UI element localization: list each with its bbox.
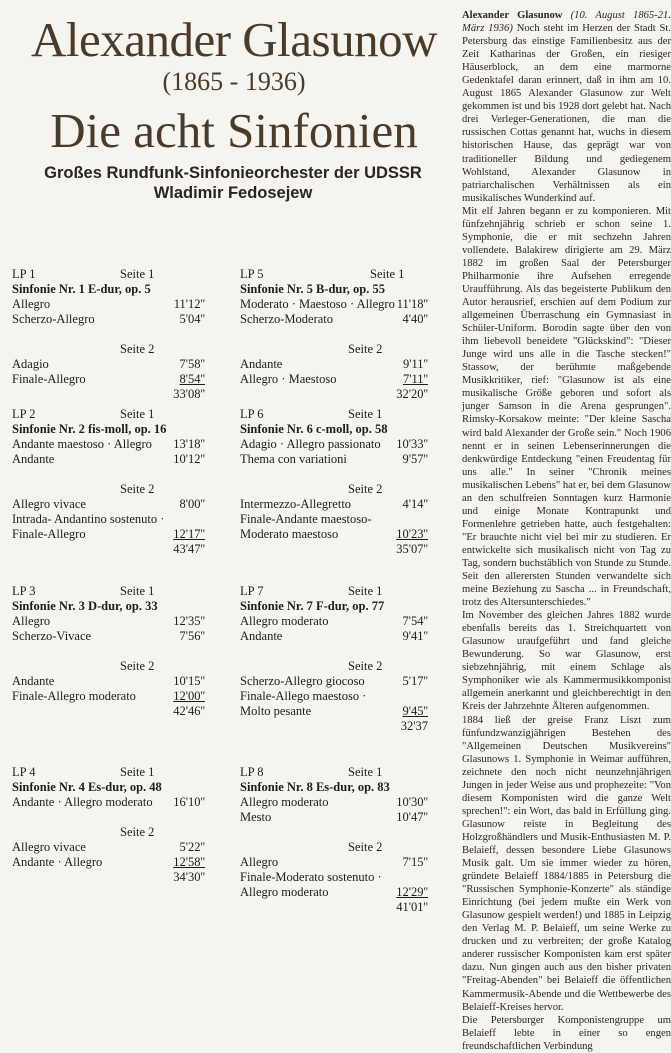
side-2-label: Seite 2: [120, 825, 155, 839]
track-duration: 12'17'': [173, 527, 205, 541]
track-title: Allegro: [240, 855, 279, 869]
side-2-header: [12, 342, 205, 357]
track-row: [240, 452, 428, 467]
side-2-label: Seite 2: [348, 840, 383, 854]
side-2-label: Seite 2: [120, 342, 155, 356]
track-title: Allegro moderato: [240, 795, 329, 809]
side-2-header: [240, 342, 428, 357]
track-row: [240, 437, 428, 452]
lp-number: LP 4: [12, 765, 36, 779]
track-duration: 11'18'': [396, 297, 428, 311]
track-row: [12, 357, 205, 372]
side-2-header: [240, 840, 428, 855]
track-row: [240, 372, 428, 387]
track-row: [12, 614, 205, 629]
track-title: Adagio: [12, 357, 49, 371]
track-duration: 10'12'': [173, 452, 205, 466]
lp-number: LP 7: [240, 584, 264, 598]
total-duration-row: [240, 542, 428, 557]
symphony-title: Sinfonie Nr. 3 D-dur, op. 33: [12, 599, 158, 613]
track-title: Scherzo-Allegro giocoso: [240, 674, 365, 688]
total-duration: 42'46'': [173, 704, 205, 718]
lp-block: [240, 584, 428, 734]
track-title: Allegro: [12, 614, 51, 628]
side-2-header: [12, 482, 205, 497]
track-title: Molto pesante: [240, 704, 312, 718]
track-row: [240, 312, 428, 327]
total-duration-row: [12, 542, 205, 557]
track-title: Andante · Allegro: [12, 855, 103, 869]
lp-number: LP 8: [240, 765, 264, 779]
track-row: [12, 437, 205, 452]
track-row: [240, 497, 428, 512]
track-title: Andante: [240, 357, 283, 371]
track-duration: 9'57'': [402, 452, 428, 466]
track-duration: 5'22'': [179, 840, 205, 854]
symphony-title: Sinfonie Nr. 4 Es-dur, op. 48: [12, 780, 162, 794]
symphony-title: Sinfonie Nr. 2 fis-moll, op. 16: [12, 422, 167, 436]
track-row: [12, 855, 205, 870]
composer-years: (1865 - 1936): [162, 67, 306, 96]
symphony-title: Sinfonie Nr. 7 F-dur, op. 77: [240, 599, 385, 613]
total-duration: 35'07'': [396, 542, 428, 556]
total-duration: 43'47'': [173, 542, 205, 556]
track-duration: 10'15'': [173, 674, 205, 688]
track-title: Moderato · Maestoso · Allegro: [240, 297, 395, 311]
spacer: [240, 825, 428, 840]
track-title: Allegro vivace: [12, 840, 86, 854]
track-duration: 10'47'': [396, 810, 428, 824]
track-title: Intrada- Andantino sostenuto ·: [12, 512, 165, 526]
lp-block: [12, 584, 205, 719]
track-duration: 4'40'': [402, 312, 428, 326]
track-title: Finale-Allegro: [12, 527, 86, 541]
side-1-label: Seite 1: [370, 267, 405, 281]
side-1-label: Seite 1: [348, 407, 383, 421]
total-duration-row: [240, 719, 428, 734]
track-title: Scherzo-Moderato: [240, 312, 334, 326]
lp-number: LP 2: [12, 407, 36, 421]
track-duration: 4'14'': [402, 497, 428, 511]
spacer: [12, 327, 205, 342]
track-row: [12, 629, 205, 644]
track-title: Finale-Allegro: [12, 372, 86, 386]
total-duration-row: [240, 900, 428, 915]
side-2-header: [12, 659, 205, 674]
track-duration: 16'10'': [173, 795, 205, 809]
track-duration: 5'04'': [179, 312, 205, 326]
lp-block: [12, 267, 205, 402]
article-paragraph: Mit elf Jahren begann er zu komponieren. Mit fünfzehnjährig schrieb er schon seine 1. Symphonie, die er mit sechzehn Jahren vollendete. Balakirew dirigierte am 29. März 1882 im großen Saal der Petersburger Philharmonie ihre Aufsehen erregende Uraufführung. Als das begeisterte Publikum den Autor herausrief, erschien auf dem Podium zur allgemeinen Überraschung ein Gymnasiast in Schüler-Uniform. Borodin sagte über den von ihm liebevoll beneidete "Glückskind": "Dieser Junge wird uns alle in die Tasche stecken!" Stassow, der berühmte maßgebende Musikkritiker, rief: "Glasunow ist als eine musikalische Größe geboren und sofort als junger Samson in die Arena gesprungen". Rimsky-Korsakow meinte: "Der kleine Sascha wird bald Alexander der Große sein." Noch 1906 nennt er in seinen Lebenserinnerungen die denkwürdige Entdeckung "einen Freudentag für uns alle." In seiner "Chronik meines musikalischen Lebens" hat er, bei dem Glasunow an den schulfreien Sonntagen kurz Harmonie und einige Monate Kontrapunkt und Formenlehre getrieben hatte, auch festgehalten: "Er brauchte nicht viel bei mir zu studieren. Er entwickelte sich musikalisch nicht von Tag zu Tag, sondern buchstäblich von Stunde zu Stunde. Seit den allerersten Stunden verwandelte sich meine Beziehung zu Sascha ... in Freundschaft, trotz des Altersunterschiedes.": [462, 205, 671, 609]
lp-number: LP 6: [240, 407, 264, 421]
track-row: [12, 527, 205, 542]
lp-header: [240, 407, 428, 422]
track-duration: 7'54'': [402, 614, 428, 628]
article-paragraph: Die Petersburger Komponistengruppe um Belaieff lebte in einer so engen freundschaftlichen Verbindung: [462, 1014, 671, 1052]
total-duration-row: [12, 870, 205, 885]
symphony-title: Sinfonie Nr. 8 Es-dur, op. 83: [240, 780, 390, 794]
track-duration: 7'15'': [402, 855, 428, 869]
track-row: [240, 512, 428, 527]
track-title: Adagio · Allegro passionato: [240, 437, 381, 451]
track-row: [12, 840, 205, 855]
track-title: Scherzo-Vivace: [12, 629, 92, 643]
track-row: [12, 512, 205, 527]
track-row: [240, 885, 428, 900]
track-title: Andante: [12, 452, 55, 466]
total-duration-row: [240, 387, 428, 402]
track-title: Finale-Allego maestoso ·: [240, 689, 367, 703]
track-title: Finale-Moderato sostenuto ·: [240, 870, 382, 884]
track-title: Scherzo-Allegro: [12, 312, 95, 326]
lp-block: [240, 267, 428, 402]
article-lead-dates: (10. August 1865-21. März 1936): [462, 10, 671, 35]
track-row: [12, 452, 205, 467]
lp-block: [240, 765, 428, 915]
track-duration: 13'18'': [173, 437, 205, 451]
track-title: Andante maestoso · Allegro: [12, 437, 152, 451]
track-duration: 10'30'': [396, 795, 428, 809]
article-paragraph: Im November des gleichen Jahres 1882 wurde ebenfalls bereits das 1. Streichquartett von Glasunow uraufgeführt und fand gleiche Bewunderung. So war Glasunow, erst siebzehnjährig, mit einem Schlage als Symphoniker wie als Kammermusikkomponist allgemein anerkannt und gleichberechtigt in den Kreis der Jahrzehnte Älteren aufgenommen.: [462, 610, 671, 713]
track-duration: 8'54'': [179, 372, 205, 386]
track-row: [12, 297, 205, 312]
side-2-header: [240, 659, 428, 674]
track-title: Allegro moderato: [240, 614, 329, 628]
lp-header: [12, 584, 205, 599]
track-duration: 10'33'': [396, 437, 428, 451]
track-title: Andante: [12, 674, 55, 688]
symphony-title: Sinfonie Nr. 5 B-dur, op. 55: [240, 282, 385, 296]
track-title: Allegro: [12, 297, 51, 311]
article-lead-name: Alexander Glasunow: [462, 10, 563, 21]
track-duration: 10'23'': [396, 527, 428, 541]
side-2-label: Seite 2: [120, 659, 155, 673]
track-duration: 5'17'': [402, 674, 428, 688]
track-row: [12, 795, 205, 810]
side-2-label: Seite 2: [348, 659, 383, 673]
track-duration: 12'35'': [173, 614, 205, 628]
track-title: Finale-Andante maestoso-: [240, 512, 372, 526]
symphony-title: Sinfonie Nr. 1 E-dur, op. 5: [12, 282, 151, 296]
track-row: [12, 674, 205, 689]
track-duration: 12'58'': [173, 855, 205, 869]
lp-block: [12, 765, 205, 885]
track-row: [240, 674, 428, 689]
spacer: [12, 467, 205, 482]
track-row: [240, 629, 428, 644]
track-duration: 12'29'': [396, 885, 428, 899]
conductor-name: Wladimir Fedosejew: [153, 184, 313, 202]
total-duration: 33'08'': [173, 387, 205, 401]
side-1-label: Seite 1: [120, 584, 155, 598]
biography-article: [462, 9, 671, 1052]
track-row: [12, 497, 205, 512]
lp-number: LP 3: [12, 584, 36, 598]
track-row: [240, 527, 428, 542]
track-title: Moderato maestoso: [240, 527, 339, 541]
total-duration: 34'30'': [173, 870, 205, 884]
track-row: [240, 855, 428, 870]
side-1-label: Seite 1: [120, 267, 155, 281]
track-duration: 9'41'': [402, 629, 428, 643]
total-duration-row: [12, 704, 205, 719]
side-2-label: Seite 2: [348, 342, 383, 356]
album-title: Die acht Sinfonien: [50, 103, 418, 158]
track-row: [12, 372, 205, 387]
track-row: [240, 704, 428, 719]
track-row: [12, 689, 205, 704]
side-1-label: Seite 1: [348, 584, 383, 598]
spacer: [12, 644, 205, 659]
symphony-title: Sinfonie Nr. 6 c-moll, op. 58: [240, 422, 388, 436]
side-1-label: Seite 1: [120, 407, 155, 421]
track-duration: 11'12'': [173, 297, 205, 311]
track-row: [240, 689, 428, 704]
track-duration: 7'58'': [179, 357, 205, 371]
side-2-label: Seite 2: [348, 482, 383, 496]
total-duration: 41'01'': [396, 900, 428, 914]
side-2-header: [12, 825, 205, 840]
track-row: [240, 357, 428, 372]
track-title: Allegro vivace: [12, 497, 86, 511]
track-duration: 7'11'': [402, 372, 428, 386]
track-title: Thema con variationi: [240, 452, 347, 466]
spacer: [240, 467, 428, 482]
track-title: Allegro · Maestoso: [240, 372, 337, 386]
article-paragraph: [462, 9, 671, 205]
total-duration: 32'37: [400, 719, 428, 733]
lp-number: LP 5: [240, 267, 264, 281]
track-title: Intermezzo-Allegretto: [240, 497, 352, 511]
track-row: [240, 810, 428, 825]
track-duration: 8'00'': [179, 497, 205, 511]
article-text: Noch steht im Herzen der Stadt St. Petersburg das einstige Familienbesitz aus der Zeit Katharinas der Großen, ein riesiger Häuserblock, an dem eine marmorne Gedenktafel daran erinnert, daß in ihm am 10. August 1865 Alexander Glasunow zur Welt gekommen ist und bis 1928 dort gelebt hat. Nach drei Verleger-Generationen, die man die russischen Cottas genannt hat, wuchs in diesem historischen Hause, das geprägt war von traditioneller Bildung und gediegenem Wohlstand, Alexander Glasunow in patriarchalischen Verhältnissen als ein musikalisches Wunderkind auf.: [462, 23, 671, 204]
track-row: [240, 795, 428, 810]
spacer: [240, 644, 428, 659]
track-duration: 9'45'': [402, 704, 428, 718]
track-duration: 12'00'': [173, 689, 205, 703]
lp-header: [12, 267, 205, 282]
lp-header: [240, 267, 428, 282]
side-1-label: Seite 1: [120, 765, 155, 779]
track-title: Finale-Allegro moderato: [12, 689, 136, 703]
lp-header: [240, 765, 428, 780]
spacer: [240, 327, 428, 342]
track-title: Andante · Allegro moderato: [12, 795, 153, 809]
track-row: [240, 297, 428, 312]
orchestra-name: Großes Rundfunk-Sinfonieorchester der UDSSR: [44, 164, 422, 182]
side-2-header: [240, 482, 428, 497]
track-row: [12, 312, 205, 327]
track-duration: 7'56'': [179, 629, 205, 643]
composer-title: Alexander Glasunow: [30, 12, 438, 67]
lp-block: [12, 407, 205, 557]
lp-header: [12, 407, 205, 422]
side-1-label: Seite 1: [348, 765, 383, 779]
lp-block: [240, 407, 428, 557]
lp-header: [240, 584, 428, 599]
spacer: [12, 810, 205, 825]
track-title: Mesto: [240, 810, 272, 824]
track-title: Andante: [240, 629, 283, 643]
track-row: [240, 614, 428, 629]
total-duration: 32'20'': [396, 387, 428, 401]
total-duration-row: [12, 387, 205, 402]
article-paragraph: 1884 ließ der greise Franz Liszt zum fünfundzwanzigjährigen Bestehen des "Allgemeinen Deutschen Musikvereins" Glasunows 1. Symphonie in Weimar aufführen, zeichnete den noch nicht neunzehnjährigen Jungen in jeder Weise aus und prophezeite: "Von diesem Komponisten wird die ganze Welt sprechen!": ein Wort, das bald in Erfüllung ging. Glasunow reiste in Begleitung des Holzgroßhändlers und Musik-Enthusiasten M. P. Belaieff, dessen besondere Liebe Glasunows Musik galt. Um sie immer wieder zu hören, gründete Belaieff 1884/1885 in Petersburg die "Russischen Symphonie-Konzerte" als ständige Einrichtung (bei jedem mußte ein Werk von Glasunow gespielt werden!) und 1885 in Leipzig den Verlag M. P. Belaieff, um seine Werke zu drucken und zu verbreiten; der große Katalog anderer russischer Komponisten kam erst später dazu. Nun gingen auch aus den bisher privaten "Freitag-Abenden" bei Belaieff die öffentlichen Kammermusik-Abende und die Wettbewerbe des Belaieff-Kreises hervor.: [462, 714, 671, 1013]
lp-number: LP 1: [12, 267, 36, 281]
track-title: Allegro moderato: [240, 885, 329, 899]
side-2-label: Seite 2: [120, 482, 155, 496]
lp-header: [12, 765, 205, 780]
track-duration: 9'11'': [402, 357, 428, 371]
track-row: [240, 870, 428, 885]
